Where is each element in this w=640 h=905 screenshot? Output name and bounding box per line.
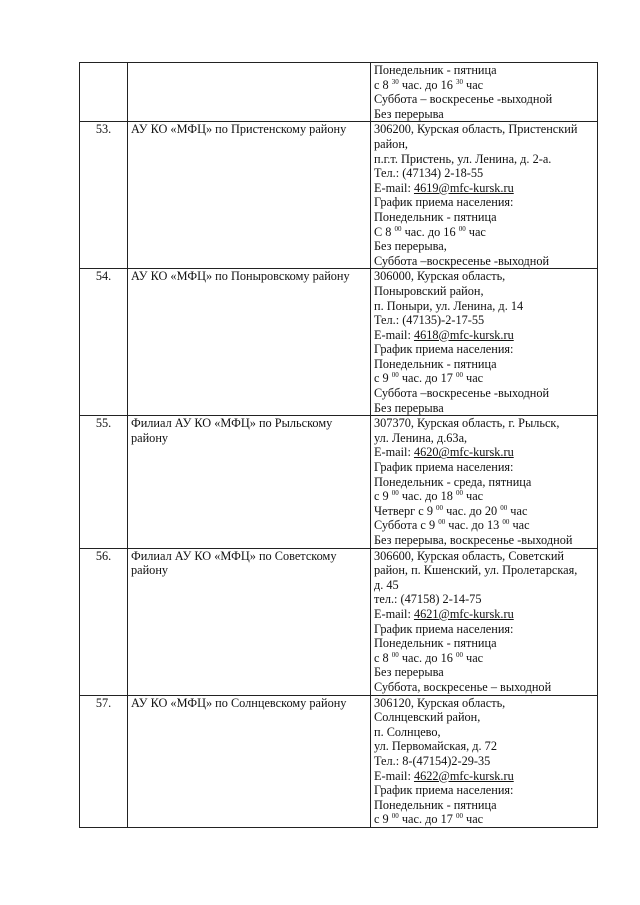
contact-line — [374, 181, 594, 196]
line-text: с 9 — [374, 812, 392, 827]
email-link: 4621@mfc-kursk.ru — [413, 606, 514, 621]
line-text: час. до 16 — [398, 77, 456, 92]
contact-line — [374, 563, 594, 578]
line-text: Понедельник - пятница — [374, 636, 497, 651]
line-text: Понедельник - пятница — [374, 797, 497, 812]
time-minutes-superscript: 00 — [455, 650, 463, 659]
line-text: час. до 17 — [398, 371, 456, 386]
row-number: 55. — [80, 416, 128, 548]
line-text: п. Поныри, ул. Ленина, д. 14 — [374, 298, 524, 313]
time-minutes-superscript: 00 — [500, 503, 508, 512]
organization-name — [128, 63, 371, 122]
contact-line — [374, 504, 594, 519]
row-number — [80, 63, 128, 122]
email-link: 4618@mfc-kursk.ru — [413, 327, 514, 342]
line-text: с 8 — [374, 650, 392, 665]
line-text: ул. Ленина, д.63а, — [374, 430, 468, 445]
table-row — [80, 416, 598, 548]
contact-info — [371, 548, 598, 695]
line-text: Суббота, воскресенье – выходной — [374, 679, 552, 694]
organization-name: Филиал АУ КО «МФЦ» по Советскому району — [128, 548, 371, 695]
time-minutes-superscript: 00 — [458, 224, 466, 233]
line-text: Без перерыва, воскресенье -выходной — [374, 533, 573, 547]
contact-line — [374, 284, 594, 299]
contact-line — [374, 210, 594, 225]
line-text: час. до 17 — [398, 812, 456, 827]
line-text: с 8 — [374, 77, 392, 92]
contact-line — [374, 812, 594, 827]
table-row — [80, 122, 598, 269]
line-text: Понедельник - среда, пятница — [374, 474, 532, 489]
line-text: п. Солнцево, — [374, 724, 441, 739]
line-text: E-mail: — [374, 445, 414, 460]
line-text: E-mail: — [374, 768, 414, 783]
line-text: 306600, Курская область, Советский — [374, 548, 564, 563]
line-text: с 9 — [374, 489, 392, 504]
row-number: 54. — [80, 269, 128, 416]
table-row — [80, 269, 598, 416]
line-text: Понедельник - пятница — [374, 356, 497, 371]
row-number: 53. — [80, 122, 128, 269]
table-row — [80, 548, 598, 695]
line-text: E-mail: — [374, 180, 414, 195]
line-text: Тел.: 8-(47154)2-29-35 — [374, 753, 491, 768]
line-text: Без перерыва — [374, 400, 444, 415]
line-text: час — [465, 224, 486, 239]
organization-name: АУ КО «МФЦ» по Поныровскому району — [128, 269, 371, 416]
table-body — [80, 63, 598, 828]
contact-line — [374, 299, 594, 314]
contact-line — [374, 725, 594, 740]
line-text: Без перерыва — [374, 106, 444, 121]
line-text: Тел.: (47135)-2-17-55 — [374, 313, 485, 328]
contact-line — [374, 710, 594, 725]
line-text: час. до 13 — [445, 518, 503, 533]
line-text: тел.: (47158) 2-14-75 — [374, 592, 482, 607]
line-text: Без перерыва, — [374, 239, 447, 254]
line-text: район, п. Кшенский, ул. Пролетарская, — [374, 563, 578, 578]
contact-line — [374, 445, 594, 460]
line-text: Тел.: (47134) 2-18-55 — [374, 166, 484, 181]
line-text: д. 45 — [374, 577, 399, 592]
time-minutes-superscript: 00 — [455, 371, 463, 380]
line-text: 306000, Курская область, — [374, 269, 506, 284]
contact-line — [374, 357, 594, 372]
contact-line — [374, 269, 594, 284]
contact-info — [371, 122, 598, 269]
line-text: График приема населения: — [374, 342, 514, 357]
organization-name: Филиал АУ КО «МФЦ» по Рыльскому району — [128, 416, 371, 548]
contact-line — [374, 92, 594, 107]
time-minutes-superscript: 00 — [394, 224, 402, 233]
contact-line — [374, 651, 594, 666]
organization-name: АУ КО «МФЦ» по Пристенскому району — [128, 122, 371, 269]
contact-line — [374, 122, 594, 137]
contact-line — [374, 592, 594, 607]
contact-line — [374, 78, 594, 93]
contact-line — [374, 680, 594, 695]
time-minutes-superscript: 30 — [391, 77, 399, 86]
contact-line — [374, 371, 594, 386]
mfc-offices-table — [79, 62, 598, 828]
contact-line — [374, 475, 594, 490]
contact-line — [374, 152, 594, 167]
line-text: 307370, Курская область, г. Рыльск, — [374, 416, 560, 431]
line-text: Понедельник - пятница — [374, 209, 497, 224]
line-text: час — [462, 489, 484, 504]
contact-line — [374, 195, 594, 210]
contact-info — [371, 695, 598, 827]
line-text: График приема населения: — [374, 460, 514, 475]
contact-line — [374, 431, 594, 446]
contact-line — [374, 636, 594, 651]
line-text: час. до 20 — [443, 503, 501, 518]
contact-line — [374, 696, 594, 711]
line-text: 306200, Курская область, Пристенский — [374, 122, 578, 137]
line-text: район, — [374, 136, 408, 151]
contact-line — [374, 783, 594, 798]
contact-line — [374, 533, 594, 548]
contact-info — [371, 269, 598, 416]
table-row — [80, 695, 598, 827]
contact-line — [374, 739, 594, 754]
line-text: Суббота –воскресенье -выходной — [374, 253, 550, 268]
time-minutes-superscript: 00 — [436, 503, 444, 512]
contact-line — [374, 769, 594, 784]
contact-line — [374, 328, 594, 343]
contact-line — [374, 460, 594, 475]
contact-line — [374, 137, 594, 152]
time-minutes-superscript: 00 — [391, 371, 399, 380]
time-minutes-superscript: 00 — [391, 812, 399, 821]
contact-line — [374, 754, 594, 769]
line-text: Суббота – воскресенье -выходной — [374, 92, 553, 107]
table-row — [80, 63, 598, 122]
contact-line — [374, 518, 594, 533]
contact-line — [374, 489, 594, 504]
time-minutes-superscript: 00 — [391, 489, 399, 498]
line-text: График приема населения: — [374, 783, 514, 798]
line-text: 306120, Курская область, — [374, 695, 506, 710]
email-link: 4619@mfc-kursk.ru — [413, 180, 514, 195]
line-text: час — [509, 518, 530, 533]
contact-line — [374, 401, 594, 416]
line-text: Солнцевский район, — [374, 710, 481, 725]
line-text: с 9 — [374, 371, 392, 386]
contact-info — [371, 63, 598, 122]
line-text: час — [507, 503, 528, 518]
contact-line — [374, 416, 594, 431]
line-text: час — [462, 77, 484, 92]
contact-line — [374, 239, 594, 254]
line-text: С 8 — [374, 224, 395, 239]
contact-line — [374, 166, 594, 181]
contact-line — [374, 386, 594, 401]
line-text: Четверг с 9 — [374, 503, 437, 518]
time-minutes-superscript: 00 — [455, 812, 463, 821]
contact-line — [374, 578, 594, 593]
line-text: п.г.т. Пристень, ул. Ленина, д. 2-а. — [374, 151, 552, 166]
contact-line — [374, 63, 594, 78]
contact-line — [374, 549, 594, 564]
time-minutes-superscript: 00 — [455, 489, 463, 498]
organization-name: АУ КО «МФЦ» по Солнцевскому району — [128, 695, 371, 827]
contact-line — [374, 342, 594, 357]
time-minutes-superscript: 00 — [391, 650, 399, 659]
contact-line — [374, 313, 594, 328]
row-number: 56. — [80, 548, 128, 695]
email-link: 4620@mfc-kursk.ru — [413, 445, 514, 460]
line-text: Без перерыва — [374, 665, 444, 680]
line-text: Суббота с 9 — [374, 518, 439, 533]
contact-info — [371, 416, 598, 548]
line-text: час — [462, 650, 484, 665]
row-number: 57. — [80, 695, 128, 827]
line-text: E-mail: — [374, 327, 414, 342]
email-link: 4622@mfc-kursk.ru — [413, 768, 514, 783]
contact-line — [374, 107, 594, 122]
contact-line — [374, 225, 594, 240]
line-text: час — [462, 812, 484, 827]
time-minutes-superscript: 00 — [502, 518, 510, 527]
contact-line — [374, 254, 594, 269]
line-text: Суббота –воскресенье -выходной — [374, 386, 550, 401]
line-text: ул. Первомайская, д. 72 — [374, 739, 497, 754]
line-text: час — [462, 371, 484, 386]
line-text: Поныровский район, — [374, 283, 484, 298]
contact-line — [374, 665, 594, 680]
line-text: График приема населения: — [374, 621, 514, 636]
line-text: час. до 16 — [401, 224, 459, 239]
contact-line — [374, 622, 594, 637]
line-text: График приема населения: — [374, 195, 514, 210]
time-minutes-superscript: 00 — [438, 518, 446, 527]
contact-line — [374, 607, 594, 622]
line-text: E-mail: — [374, 606, 414, 621]
line-text: Понедельник - пятница — [374, 63, 497, 77]
time-minutes-superscript: 30 — [455, 77, 463, 86]
line-text: час. до 16 — [398, 650, 456, 665]
line-text: час. до 18 — [398, 489, 456, 504]
contact-line — [374, 798, 594, 813]
